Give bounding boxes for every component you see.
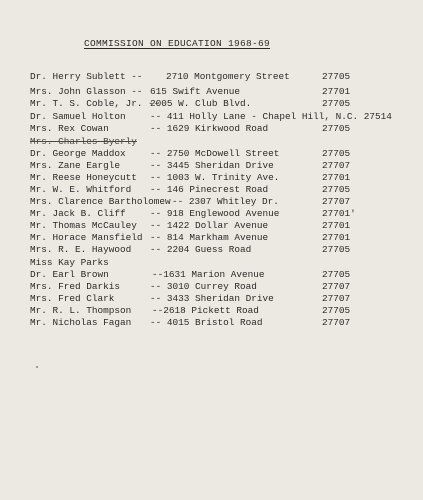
list-item xyxy=(0,98,423,110)
member-zip: 27701' xyxy=(322,208,356,219)
list-item xyxy=(0,220,423,232)
member-name: Mr. Thomas McCauley xyxy=(30,220,137,231)
member-zip: 27705 xyxy=(322,148,351,159)
list-item xyxy=(0,123,423,135)
member-address: 2710 Montgomery Street xyxy=(166,71,290,82)
member-name: Mr. Reese Honeycutt xyxy=(30,172,137,183)
member-address: -- 2307 Whitley Dr. xyxy=(172,196,279,207)
member-name: Dr. Earl Brown xyxy=(30,269,109,280)
member-zip: 27705 xyxy=(322,305,351,316)
member-zip: 27701 xyxy=(322,172,351,183)
member-zip: 27705 xyxy=(322,123,351,134)
member-address: -- 411 Holly Lane - Chapel Hill, N.C. 27514 xyxy=(150,111,392,122)
list-item xyxy=(0,305,423,317)
member-zip: 27701 xyxy=(322,220,351,231)
member-zip: 27707 xyxy=(322,196,351,207)
member-name: Mrs. Clarence Bartholomew xyxy=(30,196,171,207)
list-item xyxy=(0,208,423,220)
list-item xyxy=(0,269,423,281)
list-item xyxy=(0,196,423,208)
member-name: Mrs. Charles Byerly xyxy=(30,136,137,147)
list-item xyxy=(0,86,423,98)
member-name: Mr. W. E. Whitford xyxy=(30,184,132,195)
member-address: -- 918 Englewood Avenue xyxy=(150,208,280,219)
member-zip: 27707 xyxy=(322,281,351,292)
list-item xyxy=(0,160,423,172)
member-zip: 27707 xyxy=(322,160,351,171)
member-name: Mrs. Zane Eargle xyxy=(30,160,121,171)
list-item xyxy=(0,184,423,196)
member-address: --2618 Pickett Road xyxy=(152,305,259,316)
member-zip: 27705 xyxy=(322,244,351,255)
member-address: 2005 W. Club Blvd. xyxy=(150,98,252,109)
member-name: Mr. Horace Mansfield xyxy=(30,232,143,243)
member-name: Mr. Jack B. Cliff xyxy=(30,208,126,219)
member-address: -- 146 Pinecrest Road xyxy=(150,184,269,195)
page-title: COMMISSION ON EDUCATION 1968-69 xyxy=(84,38,271,49)
member-address: -- 1003 W. Trinity Ave. xyxy=(150,172,280,183)
member-address: -- 1422 Dollar Avenue xyxy=(150,220,269,231)
list-item xyxy=(0,136,423,148)
member-zip: 27705 xyxy=(322,184,351,195)
member-address: -- 814 Markham Avenue xyxy=(150,232,269,243)
member-address: 615 Swift Avenue xyxy=(150,86,241,97)
member-address: -- 2750 McDowell Street xyxy=(150,148,280,159)
member-zip: 27705 xyxy=(322,269,351,280)
member-address: -- 3433 Sheridan Drive xyxy=(150,293,274,304)
member-zip: 27707 xyxy=(322,317,351,328)
member-zip: 27705 xyxy=(322,98,351,109)
member-name: Dr. Samuel Holton xyxy=(30,111,126,122)
list-item xyxy=(0,257,423,269)
list-item xyxy=(0,172,423,184)
member-address: -- 2204 Guess Road xyxy=(150,244,252,255)
list-item xyxy=(0,111,423,123)
member-name: Mr. Nicholas Fagan xyxy=(30,317,132,328)
list-item xyxy=(0,293,423,305)
member-name: Dr. Herry Sublett -- xyxy=(30,71,143,82)
list-item xyxy=(0,317,423,329)
list-item xyxy=(0,232,423,244)
paper-mark xyxy=(36,366,38,368)
list-item xyxy=(0,148,423,160)
member-name: Mrs. Rex Cowan xyxy=(30,123,109,134)
member-zip: 27705 xyxy=(322,71,351,82)
member-address: -- 3010 Currey Road xyxy=(150,281,257,292)
member-address: -- 4015 Bristol Road xyxy=(150,317,263,328)
member-name: Mr. T. S. Coble, Jr. -- xyxy=(30,98,160,109)
member-name: Miss Kay Parks xyxy=(30,257,109,268)
member-name: Mrs. Fred Darkis xyxy=(30,281,121,292)
member-address: -- 1629 Kirkwood Road xyxy=(150,123,269,134)
member-name: Mrs. R. E. Haywood xyxy=(30,244,132,255)
member-zip: 27701 xyxy=(322,232,351,243)
member-name: Mrs. Fred Clark xyxy=(30,293,115,304)
member-zip: 27707 xyxy=(322,293,351,304)
member-name: Dr. George Maddox xyxy=(30,148,126,159)
member-name: Mr. R. L. Thompson xyxy=(30,305,132,316)
list-item xyxy=(0,244,423,256)
member-zip: 27701 xyxy=(322,86,351,97)
member-address: -- 3445 Sheridan Drive xyxy=(150,160,274,171)
list-item xyxy=(0,71,423,83)
member-address: --1631 Marion Avenue xyxy=(152,269,265,280)
list-item xyxy=(0,281,423,293)
member-name: Mrs. John Glasson -- xyxy=(30,86,143,97)
